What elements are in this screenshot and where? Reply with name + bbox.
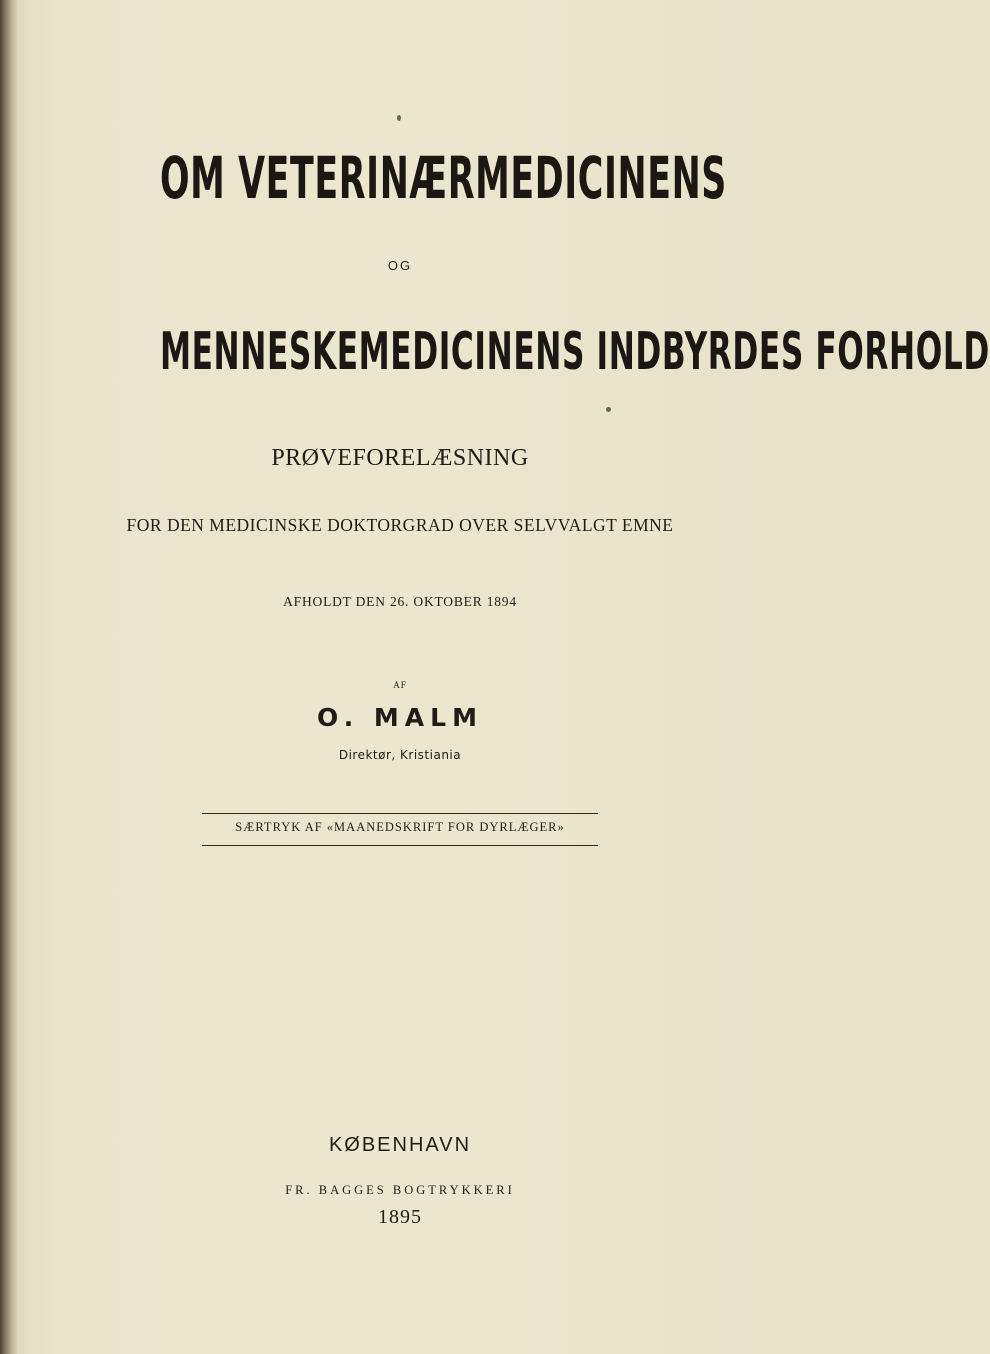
paper-speck [397,115,401,121]
title-line-1: OM VETERINÆRMEDICINENS [159,144,727,212]
paper-speck [606,407,611,412]
imprint-year: 1895 [378,1206,422,1228]
title-connector: OG [387,258,413,273]
offprint-rule-top [202,813,598,814]
imprint-printer: FR. BAGGES BOGTRYKKERI [285,1183,515,1197]
offprint-rule-bottom [202,845,598,846]
offprint-note: SÆRTRYK AF «MAANEDSKRIFT FOR DYRLÆGER» [235,820,565,834]
author-role: Direktør, Kristiania [338,748,462,762]
title-line-2: MENNESKEMEDICINENS INDBYRDES FORHOLD [159,322,990,382]
author-name: O. MALM [317,703,483,732]
date-line: AFHOLDT DEN 26. OKTOBER 1894 [283,594,517,609]
imprint-city: KØBENHAVN [328,1134,472,1156]
subtitle: PRØVEFORELÆSNING [271,445,529,471]
byline-af: AF [393,680,407,690]
purpose-line: FOR DEN MEDICINSKE DOKTORGRAD OVER SELVVALGT EMNE [126,515,674,535]
